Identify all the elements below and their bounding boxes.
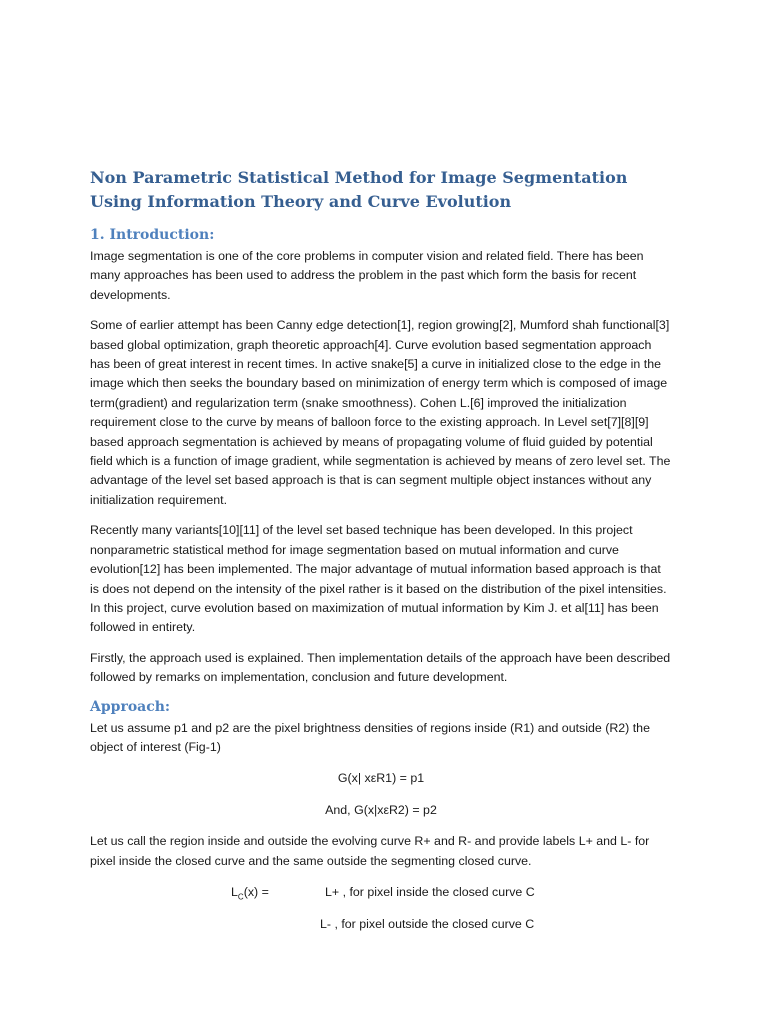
label-subscript: C [237,892,244,902]
intro-paragraph-2: Some of earlier attempt has been Canny edge detection[1], region growing[2], Mumford shah functional[3] based global optimization, graph theoretic approach[4]. Curve evolution based segmentation approach has been of great interest in recent times. In active snake[5] a curve in initialized close to the edge in the image which then seeks the boundary based on minimization of energy term which is composed of image term(gradient) and regularization term (snake smoothness). Cohen L.[6] improved the initialization requirement close to the curve by means of balloon force to the existing approach. In Level set[7][8][9] based approach segmentation is achieved by means of propagating volume of fluid guided by potential field which is a function of image gradient, while segmentation is achieved by means of zero level set. The advantage of the level set based approach is that is can segment multiple object instances without any initialization requirement. [90,318,671,507]
document-body [90,166,672,946]
label-symbol: L [231,885,238,900]
label-argument: (x) = [243,885,269,900]
equation-density-outside: And, G(x|xεR2) = p2 [325,803,437,818]
intro-paragraph-4: Firstly, the approach used is explained. Then implementation details of the approach have been described followed by remarks on implementation, conclusion and future development. [90,650,671,685]
label-equation-lhs [231,882,269,902]
intro-paragraph-3: Recently many variants[10][11] of the level set based technique has been developed. In this project nonparametric statistical method for image segmentation based on mutual information and curve evolution[12] has been implemented. The major advantage of mutual information based approach is that is does not depend on the intensity of the pixel rather is it based on the distribution of the pixel intensities. In this project, curve evolution based on maximization of mutual information by Kim J. et al[11] has been followed in entirety. [90,523,667,635]
section-heading-approach: Approach: [90,698,171,715]
approach-paragraph-1: Let us assume p1 and p2 are the pixel brightness densities of regions inside (R1) and outside (R2) the object of interest (Fig-1) [90,720,650,754]
intro-paragraph-1: Image segmentation is one of the core problems in computer vision and related field. There has been many approaches has been used to address the problem in the past which form the basis for recent developments. [90,249,644,302]
label-equation-row-1 [90,882,672,914]
label-equation-row-2 [90,914,672,946]
equation-density-inside: G(x| xεR1) = p1 [337,771,425,786]
label-equation-case-inside: L+ , for pixel inside the closed curve C [325,885,535,900]
approach-paragraph-2: Let us call the region inside and outside the evolving curve R+ and R- and provide labels L+ and L- for pixel inside the closed curve and the same outside the segmenting closed curve. [90,834,650,868]
label-equation-case-outside: L- , for pixel outside the closed curve C [320,917,535,932]
document-title: Non Parametric Statistical Method for Image Segmentation Using Information Theory and Curve Evolution [90,168,628,211]
section-heading-introduction: 1. Introduction: [90,227,215,243]
